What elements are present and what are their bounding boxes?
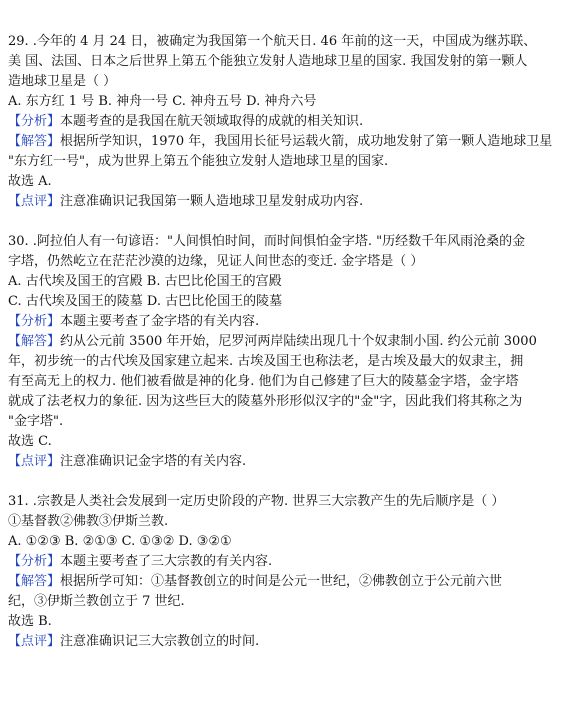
answer-text: 根据所学知识，1970 年，我国用长征号运载火箭，成功地发射了第一颗人造地球卫星 <box>60 134 553 149</box>
answer-line <box>8 132 568 152</box>
comment-text: 注意准确识记三大宗教创立的时间. <box>60 634 260 649</box>
question-stem-line: 美 国、法国、日本之后世界上第五个能独立发射人造地球卫星的国家. 我国发射的第一颗人 <box>8 54 528 69</box>
analysis-text: 本题考查的是我国在航天领域取得的成就的相关知识. <box>60 114 364 129</box>
answer-line <box>8 332 568 352</box>
question-stem-line: 29. .今年的 4 月 24 日，被确定为我国第一个航天日. 46 年前的这一天，中国成为继苏联、 <box>8 34 537 49</box>
question-stem-line: 30. .阿拉伯人有一句谚语："人间惧怕时间，而时间惧怕金字塔. "历经数千年风雨沧桑的金 <box>8 234 526 249</box>
comment-text: 注意准确识记金字塔的有关内容. <box>60 454 247 469</box>
choice-line: 故选 C. <box>8 434 52 449</box>
analysis-text: 本题主要考查了三大宗教的有关内容. <box>60 554 273 569</box>
options-line: A. 东方红 1 号 B. 神舟一号 C. 神舟五号 D. 神舟六号 <box>8 94 317 109</box>
analysis-text: 本题主要考查了金字塔的有关内容. <box>60 314 260 329</box>
comment-line <box>8 632 568 652</box>
answer-line: "东方红一号"，成为世界上第五个能独立发射人造地球卫星的国家. <box>8 154 389 169</box>
comment-tag: 【点评】 <box>8 194 61 209</box>
question-29 <box>8 32 568 212</box>
comment-line <box>8 452 568 472</box>
answer-text: 约从公元前 3500 年开始，尼罗河两岸陆续出现几十个奴隶制小国. 约公元前 3000 <box>60 334 537 349</box>
question-30 <box>8 232 568 472</box>
answer-tag: 【解答】 <box>8 134 61 149</box>
analysis-line <box>8 552 568 572</box>
choice-line: 故选 B. <box>8 614 52 629</box>
answer-line: 有至高无上的权力. 他们被看做是神的化身. 他们为自己修建了巨大的陵墓金字塔，金字塔 <box>8 374 519 389</box>
options-line: A. ①②③ B. ②①③ C. ①③② D. ③②① <box>8 534 232 549</box>
answer-line: 就成了法老权力的象征. 因为这些巨大的陵墓外形形似汉字的"金"字，因此我们将其称之为 <box>8 394 523 409</box>
answer-line: 纪，③伊斯兰教创立于 7 世纪. <box>8 594 185 609</box>
answer-tag: 【解答】 <box>8 334 61 349</box>
comment-text: 注意准确识记我国第一颗人造地球卫星发射成功内容. <box>60 194 364 209</box>
options-line: A. 古代埃及国王的宫殿 B. 古巴比伦国王的宫殿 <box>8 274 282 289</box>
question-31 <box>8 492 568 652</box>
comment-tag: 【点评】 <box>8 634 61 649</box>
question-stem-line: 字塔，仍然屹立在茫茫沙漠的边缘，见证人间世态的变迁. 金字塔是（ ） <box>8 254 424 269</box>
answer-text: 根据所学可知：①基督教创立的时间是公元一世纪，②佛教创立于公元前六世 <box>60 574 503 589</box>
answer-line: "金字塔". <box>8 414 64 429</box>
answer-line <box>8 572 568 592</box>
answer-tag: 【解答】 <box>8 574 61 589</box>
analysis-tag: 【分析】 <box>8 314 61 329</box>
choice-line: 故选 A. <box>8 174 52 189</box>
analysis-tag: 【分析】 <box>8 554 61 569</box>
answer-line: 年，初步统一的古代埃及国家建立起来. 古埃及国王也称法老，是古埃及最大的奴隶主，拥 <box>8 354 524 369</box>
analysis-line <box>8 312 568 332</box>
analysis-line <box>8 112 568 132</box>
question-stem-line: ①基督教②佛教③伊斯兰教. <box>8 514 169 529</box>
question-stem-line: 31. .宗教是人类社会发展到一定历史阶段的产物. 世界三大宗教产生的先后顺序是（ ） <box>8 494 505 509</box>
comment-tag: 【点评】 <box>8 454 61 469</box>
options-line: C. 古代埃及国王的陵墓 D. 古巴比伦国王的陵墓 <box>8 294 283 309</box>
comment-line <box>8 192 568 212</box>
question-stem-line: 造地球卫星是（ ） <box>8 74 117 89</box>
analysis-tag: 【分析】 <box>8 114 61 129</box>
